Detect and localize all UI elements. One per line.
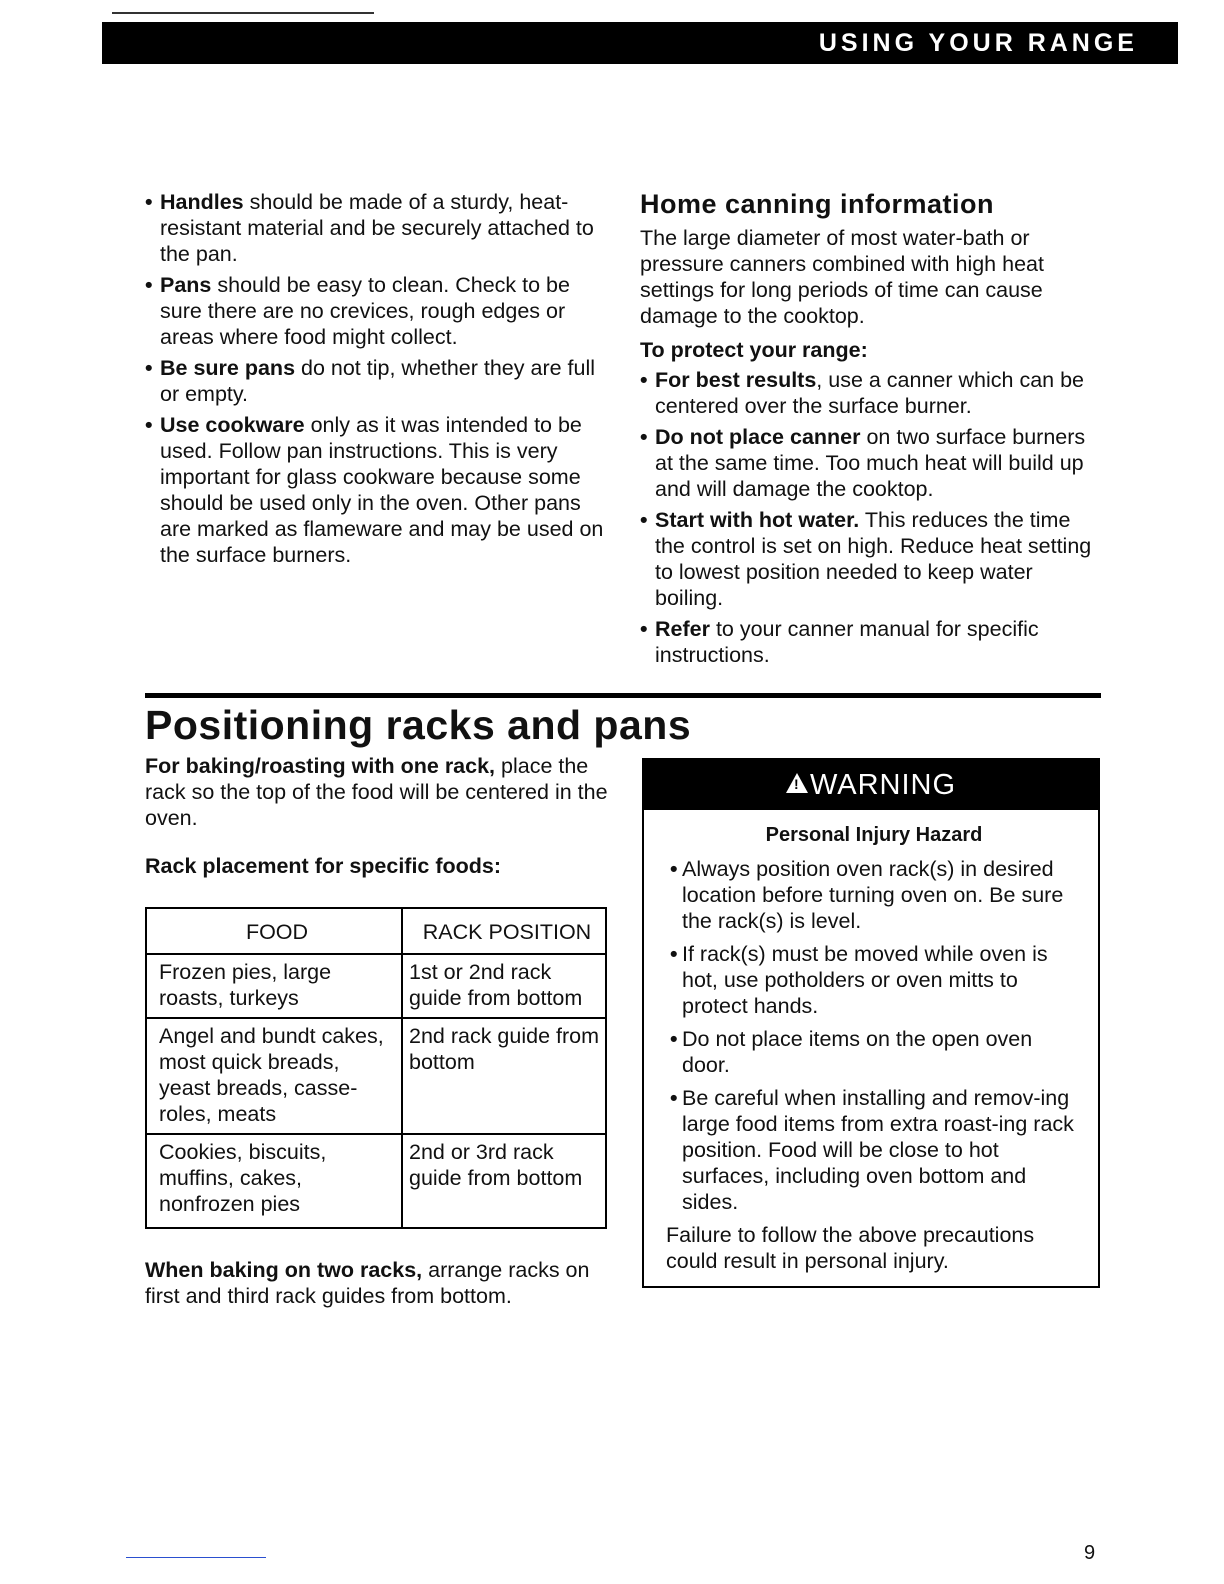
list-item: • Pans should be easy to clean. Check to be sure there are no crevices, rough edges or areas where food might collect. <box>145 272 605 350</box>
warning-header <box>644 760 1098 810</box>
warning-list <box>670 856 1078 1215</box>
top-rule <box>112 12 374 14</box>
warning-box <box>642 758 1100 1288</box>
cookware-tips <box>145 189 605 573</box>
page-title: Positioning racks and pans <box>145 702 692 748</box>
table-caption: Rack placement for specific foods: <box>145 854 502 878</box>
list-item: • Handles should be made of a sturdy, heat-resistant material and be securely attached to the pan. <box>145 189 605 267</box>
canning-list <box>640 367 1100 668</box>
list-item: • Be sure pans do not tip, whether they are full or empty. <box>145 355 605 407</box>
list-item: • Use cookware only as it was intended to be used. Follow pan instructions. This is very important for glass cookware because some should be used only in the oven. Other pans are marked as flameware and may be used on the surface burners. <box>145 412 605 568</box>
warning-triangle-icon <box>786 773 808 793</box>
list-item: • Do not place items on the open oven door. <box>670 1026 1078 1078</box>
section-divider <box>145 693 1101 698</box>
rack-placement-section <box>145 753 615 1309</box>
column-header-rack-position: RACK POSITION <box>402 908 606 954</box>
page-number: 9 <box>1084 1542 1096 1564</box>
list-item: • Start with hot water. This reduces the time the control is set on high. Reduce heat setting to lowest position needed to keep water boiling. <box>640 507 1100 611</box>
canning-intro: The large diameter of most water-bath or pressure canners combined with high heat settings for long periods of time can cause damage to the cooktop. <box>640 226 1044 328</box>
table-row <box>146 954 606 1018</box>
table-cell: 2nd rack guide from bottom <box>402 1018 606 1134</box>
list-item: • Always position oven rack(s) in desired location before turning oven on. Be sure the rack(s) is level. <box>670 856 1078 934</box>
canning-heading: Home canning information <box>640 189 995 219</box>
list-item: • Refer to your canner manual for specific instructions. <box>640 616 1100 668</box>
list-item: • For best results, use a canner which can be centered over the surface burner. <box>640 367 1100 419</box>
canning-subheading: To protect your range: <box>640 338 868 362</box>
section-header-title: USING YOUR RANGE <box>818 28 1138 57</box>
rack-intro: For baking/roasting with one rack, place the rack so the top of the food will be centered in the oven. <box>145 754 608 830</box>
warning-subtitle: Personal Injury Hazard <box>765 824 983 846</box>
table-cell: Cookies, biscuits, muffins, cakes, nonfrozen pies <box>146 1134 402 1228</box>
cookware-list <box>145 189 605 568</box>
rack-table <box>145 907 607 1229</box>
column-header-food: FOOD <box>146 908 402 954</box>
warning-body <box>644 810 1098 1274</box>
table-row <box>146 1134 606 1228</box>
footer-rule <box>126 1557 266 1558</box>
list-item: • If rack(s) must be moved while oven is hot, use potholders or oven mitts to protect hands. <box>670 941 1078 1019</box>
list-item: • Do not place canner on two surface burners at the same time. Too much heat will build up and will damage the cooktop. <box>640 424 1100 502</box>
warning-footer: Failure to follow the above precautions could result in personal injury. <box>666 1223 1035 1273</box>
table-cell: 1st or 2nd rack guide from bottom <box>402 954 606 1018</box>
table-cell: Angel and bundt cakes, most quick breads, yeast breads, casse-roles, meats <box>146 1018 402 1134</box>
table-header-row <box>146 908 606 954</box>
canning-section <box>640 189 1100 673</box>
table-row <box>146 1018 606 1134</box>
table-cell: 2nd or 3rd rack guide from bottom <box>402 1134 606 1228</box>
two-racks-note: When baking on two racks, arrange racks on first and third rack guides from bottom. <box>145 1258 590 1308</box>
list-item: • Be careful when installing and remov-ing large food items from extra roast-ing rack position. Food will be close to hot surfaces, including oven bottom and sides. <box>670 1085 1078 1215</box>
warning-label: WARNING <box>809 768 957 801</box>
section-header <box>102 22 1178 64</box>
table-cell: Frozen pies, large roasts, turkeys <box>146 954 402 1018</box>
